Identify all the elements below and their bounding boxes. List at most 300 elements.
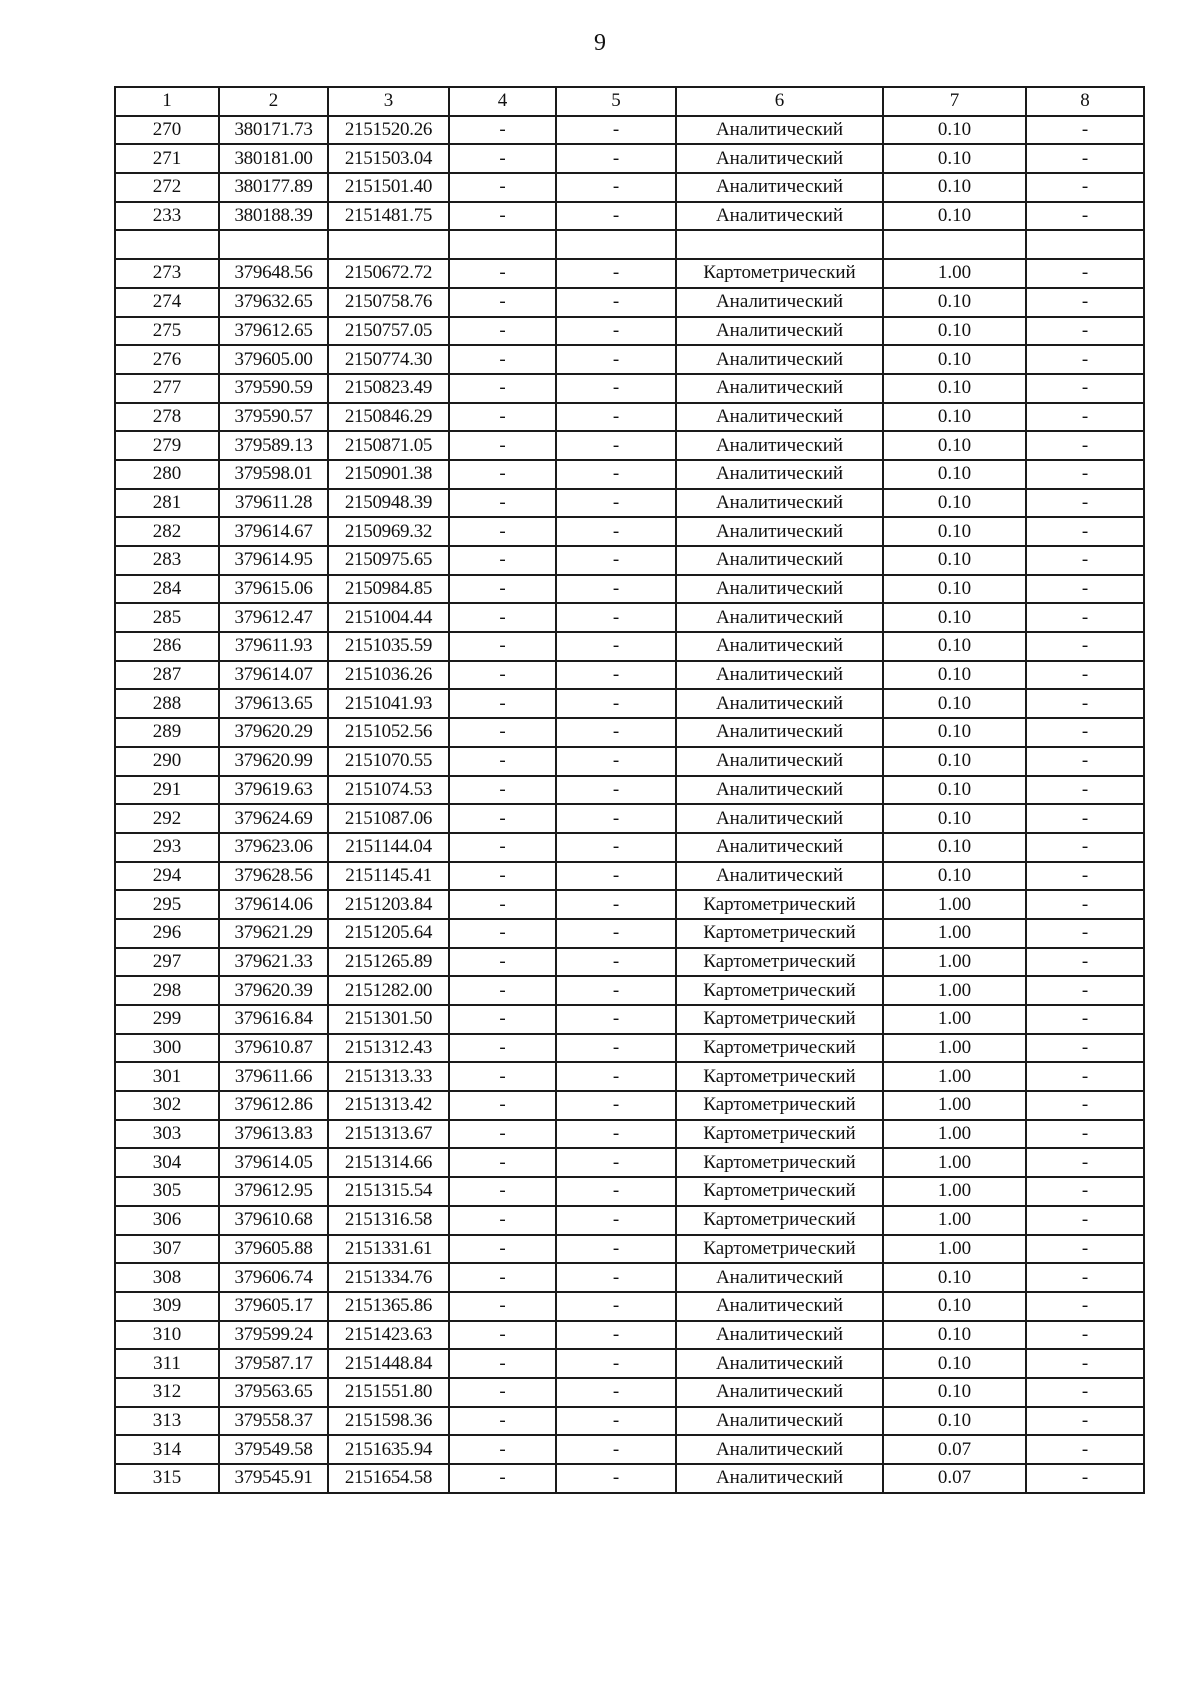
column-5-cell: - [556,632,676,661]
column-4-cell: - [449,603,556,632]
point-number-cell: 291 [115,776,219,805]
accuracy-cell: 0.10 [883,403,1026,432]
accuracy-cell: 0.10 [883,632,1026,661]
y-coordinate-cell: 2151654.58 [328,1464,449,1493]
column-8-cell: - [1026,1435,1144,1464]
method-cell: Картометрический [676,890,883,919]
method-cell: Аналитический [676,1349,883,1378]
method-cell: Картометрический [676,1062,883,1091]
column-8-cell: - [1026,345,1144,374]
column-4-cell: - [449,1148,556,1177]
column-4-cell: - [449,890,556,919]
column-8-cell: - [1026,1464,1144,1493]
method-cell: Аналитический [676,661,883,690]
table-row [115,689,1144,718]
y-coordinate-cell: 2150774.30 [328,345,449,374]
column-4-cell: - [449,747,556,776]
accuracy-cell: 0.10 [883,345,1026,374]
table-row [115,1148,1144,1177]
table-row [115,976,1144,1005]
point-number-cell: 280 [115,460,219,489]
point-number-cell: 305 [115,1177,219,1206]
accuracy-cell: 0.10 [883,374,1026,403]
column-8-cell: - [1026,460,1144,489]
y-coordinate-cell: 2151074.53 [328,776,449,805]
method-cell: Аналитический [676,689,883,718]
y-coordinate-cell: 2151144.04 [328,833,449,862]
accuracy-cell: 0.07 [883,1435,1026,1464]
column-4-cell: - [449,144,556,173]
column-4-cell: - [449,1206,556,1235]
column-4-cell: - [449,489,556,518]
table-row [115,144,1144,173]
x-coordinate-cell: 379614.67 [219,517,328,546]
accuracy-cell: 1.00 [883,919,1026,948]
x-coordinate-cell: 379613.83 [219,1120,328,1149]
method-cell: Аналитический [676,862,883,891]
table-row [115,489,1144,518]
x-coordinate-cell: 379612.95 [219,1177,328,1206]
x-coordinate-cell: 379590.59 [219,374,328,403]
column-5-cell: - [556,890,676,919]
column-8-cell: - [1026,1292,1144,1321]
column-5-cell: - [556,747,676,776]
method-cell: Аналитический [676,144,883,173]
column-5-cell: - [556,173,676,202]
accuracy-cell: 1.00 [883,1062,1026,1091]
column-4-cell: - [449,1235,556,1264]
accuracy-cell: 0.10 [883,546,1026,575]
table-row [115,575,1144,604]
point-number-cell: 302 [115,1091,219,1120]
method-cell: Аналитический [676,202,883,231]
column-5-cell: - [556,1034,676,1063]
table-row [115,460,1144,489]
y-coordinate-cell: 2151598.36 [328,1407,449,1436]
column-5-cell: - [556,1464,676,1493]
x-coordinate-cell: 380171.73 [219,116,328,145]
column-5-cell: - [556,1349,676,1378]
column-4-cell: - [449,632,556,661]
point-number-cell: 287 [115,661,219,690]
x-coordinate-cell: 379611.28 [219,489,328,518]
point-number-cell: 296 [115,919,219,948]
y-coordinate-cell: 2150846.29 [328,403,449,432]
table-row [115,403,1144,432]
point-number-cell: 300 [115,1034,219,1063]
column-8-cell: - [1026,1263,1144,1292]
column-5-cell: - [556,144,676,173]
point-number-cell: 274 [115,288,219,317]
table-row [115,718,1144,747]
x-coordinate-cell: 379632.65 [219,288,328,317]
column-8-cell: - [1026,317,1144,346]
column-4-cell: - [449,689,556,718]
method-cell: Картометрический [676,1034,883,1063]
table-row [115,116,1144,145]
point-number-cell: 271 [115,144,219,173]
table-row [115,288,1144,317]
method-cell: Аналитический [676,345,883,374]
column-5-cell: - [556,862,676,891]
column-8-cell: - [1026,202,1144,231]
column-4-cell: - [449,1120,556,1149]
method-cell: Аналитический [676,546,883,575]
y-coordinate-cell: 2150672.72 [328,259,449,288]
method-cell: Аналитический [676,632,883,661]
point-number-cell: 295 [115,890,219,919]
y-coordinate-cell: 2150969.32 [328,517,449,546]
accuracy-cell: 0.07 [883,1464,1026,1493]
column-8-cell: - [1026,1034,1144,1063]
point-number-cell: 286 [115,632,219,661]
table-row [115,804,1144,833]
point-number-cell: 299 [115,1005,219,1034]
table-row [115,833,1144,862]
x-coordinate-cell: 380181.00 [219,144,328,173]
column-5-cell: - [556,1148,676,1177]
table-row [115,1062,1144,1091]
table-row [115,948,1144,977]
column-5-cell: - [556,833,676,862]
x-coordinate-cell: 379623.06 [219,833,328,862]
point-number-cell: 289 [115,718,219,747]
column-8-cell: - [1026,1206,1144,1235]
column-5-cell: - [556,689,676,718]
x-coordinate-cell: 379621.33 [219,948,328,977]
method-cell: Аналитический [676,460,883,489]
point-number-cell: 297 [115,948,219,977]
y-coordinate-cell: 2150975.65 [328,546,449,575]
method-cell: Аналитический [676,1292,883,1321]
method-cell: Картометрический [676,1120,883,1149]
column-header: 6 [676,87,883,116]
accuracy-cell: 0.10 [883,1321,1026,1350]
column-8-cell: - [1026,431,1144,460]
point-number-cell: 273 [115,259,219,288]
method-cell: Аналитический [676,489,883,518]
table-row [115,1464,1144,1493]
accuracy-cell: 0.10 [883,1378,1026,1407]
accuracy-cell: 0.10 [883,804,1026,833]
x-coordinate-cell: 379598.01 [219,460,328,489]
column-8-cell: - [1026,259,1144,288]
table-row [115,1091,1144,1120]
table-row [115,1177,1144,1206]
column-8-cell: - [1026,489,1144,518]
point-number-cell: 311 [115,1349,219,1378]
point-number-cell: 301 [115,1062,219,1091]
point-number-cell: 272 [115,173,219,202]
column-5-cell: - [556,431,676,460]
column-5-cell: - [556,1435,676,1464]
column-8-cell: - [1026,1005,1144,1034]
method-cell: Картометрический [676,1235,883,1264]
x-coordinate-cell: 379620.39 [219,976,328,1005]
column-5-cell: - [556,1321,676,1350]
accuracy-cell: 0.10 [883,1292,1026,1321]
method-cell: Картометрический [676,976,883,1005]
y-coordinate-cell: 2151301.50 [328,1005,449,1034]
column-8-cell: - [1026,1235,1144,1264]
point-number-cell: 276 [115,345,219,374]
column-4-cell: - [449,345,556,374]
column-5-cell: - [556,1292,676,1321]
column-header: 3 [328,87,449,116]
column-8-cell: - [1026,833,1144,862]
y-coordinate-cell: 2151423.63 [328,1321,449,1350]
y-coordinate-cell: 2151203.84 [328,890,449,919]
accuracy-cell: 0.10 [883,1263,1026,1292]
column-8-cell: - [1026,1148,1144,1177]
accuracy-cell: 1.00 [883,1120,1026,1149]
column-4-cell: - [449,661,556,690]
column-4-cell: - [449,776,556,805]
x-coordinate-cell: 379620.99 [219,747,328,776]
accuracy-cell: 0.10 [883,747,1026,776]
y-coordinate-cell: 2151314.66 [328,1148,449,1177]
column-4-cell: - [449,804,556,833]
y-coordinate-cell: 2151316.58 [328,1206,449,1235]
accuracy-cell: 1.00 [883,976,1026,1005]
column-4-cell: - [449,1034,556,1063]
x-coordinate-cell: 379605.17 [219,1292,328,1321]
column-4-cell: - [449,259,556,288]
y-coordinate-cell: 2151334.76 [328,1263,449,1292]
column-8-cell: - [1026,1349,1144,1378]
table-body [115,87,1144,1493]
y-coordinate-cell: 2151041.93 [328,689,449,718]
column-8-cell: - [1026,517,1144,546]
method-cell: Картометрический [676,1091,883,1120]
column-5-cell: - [556,345,676,374]
table-row [115,173,1144,202]
column-4-cell: - [449,546,556,575]
column-8-cell: - [1026,747,1144,776]
column-header: 8 [1026,87,1144,116]
y-coordinate-cell: 2151036.26 [328,661,449,690]
point-number-cell: 312 [115,1378,219,1407]
column-5-cell: - [556,776,676,805]
column-5-cell: - [556,116,676,145]
y-coordinate-cell: 2151145.41 [328,862,449,891]
y-coordinate-cell: 2150901.38 [328,460,449,489]
column-4-cell: - [449,976,556,1005]
method-cell: Аналитический [676,288,883,317]
column-5-cell: - [556,288,676,317]
column-8-cell: - [1026,776,1144,805]
method-cell: Аналитический [676,1321,883,1350]
column-4-cell: - [449,948,556,977]
point-number-cell: 315 [115,1464,219,1493]
accuracy-cell: 1.00 [883,1091,1026,1120]
accuracy-cell: 0.10 [883,776,1026,805]
method-cell: Аналитический [676,718,883,747]
column-4-cell: - [449,1378,556,1407]
y-coordinate-cell: 2151635.94 [328,1435,449,1464]
column-4-cell: - [449,460,556,489]
column-5-cell: - [556,202,676,231]
table-row [115,1120,1144,1149]
accuracy-cell: 0.10 [883,116,1026,145]
table-row [115,546,1144,575]
method-cell: Аналитический [676,1263,883,1292]
table-row [115,1034,1144,1063]
accuracy-cell: 1.00 [883,948,1026,977]
column-8-cell: - [1026,288,1144,317]
x-coordinate-cell: 379614.05 [219,1148,328,1177]
point-number-cell: 282 [115,517,219,546]
x-coordinate-cell: 379614.06 [219,890,328,919]
table-row [115,919,1144,948]
y-coordinate-cell: 2150984.85 [328,575,449,604]
x-coordinate-cell: 379545.91 [219,1464,328,1493]
column-4-cell: - [449,1177,556,1206]
x-coordinate-cell: 379605.00 [219,345,328,374]
column-4-cell [449,230,556,259]
column-8-cell: - [1026,1407,1144,1436]
point-number-cell: 314 [115,1435,219,1464]
table-row [115,1435,1144,1464]
x-coordinate-cell: 379563.65 [219,1378,328,1407]
column-8-cell: - [1026,804,1144,833]
point-number-cell: 310 [115,1321,219,1350]
accuracy-cell: 0.10 [883,1349,1026,1378]
point-number-cell: 278 [115,403,219,432]
y-coordinate-cell: 2151282.00 [328,976,449,1005]
column-5-cell: - [556,1062,676,1091]
column-4-cell: - [449,1407,556,1436]
column-header: 4 [449,87,556,116]
table-row [115,1349,1144,1378]
method-cell: Картометрический [676,1206,883,1235]
table-header-row [115,87,1144,116]
y-coordinate-cell: 2150871.05 [328,431,449,460]
column-5-cell: - [556,919,676,948]
y-coordinate-cell: 2151481.75 [328,202,449,231]
method-cell: Аналитический [676,317,883,346]
column-4-cell: - [449,1005,556,1034]
column-8-cell: - [1026,374,1144,403]
x-coordinate-cell [219,230,328,259]
column-header: 7 [883,87,1026,116]
x-coordinate-cell: 379558.37 [219,1407,328,1436]
y-coordinate-cell: 2151070.55 [328,747,449,776]
column-8-cell: - [1026,689,1144,718]
column-5-cell: - [556,1091,676,1120]
method-cell: Аналитический [676,431,883,460]
column-5-cell: - [556,1407,676,1436]
column-5-cell: - [556,1120,676,1149]
point-number-cell [115,230,219,259]
column-4-cell: - [449,288,556,317]
column-4-cell: - [449,1435,556,1464]
x-coordinate-cell: 379587.17 [219,1349,328,1378]
column-5-cell: - [556,403,676,432]
table-row [115,603,1144,632]
column-5-cell: - [556,1263,676,1292]
table-row [115,1407,1144,1436]
x-coordinate-cell: 379616.84 [219,1005,328,1034]
table-row [115,1005,1144,1034]
column-4-cell: - [449,431,556,460]
point-number-cell: 309 [115,1292,219,1321]
accuracy-cell: 0.10 [883,689,1026,718]
column-5-cell [556,230,676,259]
method-cell: Картометрический [676,1148,883,1177]
accuracy-cell: 1.00 [883,1177,1026,1206]
column-5-cell: - [556,317,676,346]
method-cell: Аналитический [676,1464,883,1493]
accuracy-cell: 0.10 [883,460,1026,489]
column-4-cell: - [449,718,556,747]
accuracy-cell: 1.00 [883,1005,1026,1034]
method-cell: Аналитический [676,116,883,145]
method-cell: Аналитический [676,517,883,546]
point-number-cell: 284 [115,575,219,604]
accuracy-cell: 1.00 [883,1148,1026,1177]
table-row [115,345,1144,374]
accuracy-cell: 0.10 [883,489,1026,518]
y-coordinate-cell: 2151551.80 [328,1378,449,1407]
accuracy-cell: 0.10 [883,718,1026,747]
accuracy-cell: 1.00 [883,1206,1026,1235]
accuracy-cell: 0.10 [883,1407,1026,1436]
x-coordinate-cell: 379615.06 [219,575,328,604]
point-number-cell: 233 [115,202,219,231]
table-row [115,317,1144,346]
x-coordinate-cell: 379610.87 [219,1034,328,1063]
x-coordinate-cell: 379611.93 [219,632,328,661]
accuracy-cell: 1.00 [883,1235,1026,1264]
column-8-cell: - [1026,976,1144,1005]
column-5-cell: - [556,1206,676,1235]
method-cell: Аналитический [676,776,883,805]
column-5-cell: - [556,718,676,747]
x-coordinate-cell: 379612.65 [219,317,328,346]
x-coordinate-cell: 379614.95 [219,546,328,575]
column-8-cell: - [1026,144,1144,173]
column-8-cell: - [1026,1091,1144,1120]
table-row [115,202,1144,231]
column-4-cell: - [449,517,556,546]
point-number-cell: 270 [115,116,219,145]
column-header: 2 [219,87,328,116]
column-8-cell: - [1026,546,1144,575]
x-coordinate-cell: 379612.86 [219,1091,328,1120]
column-5-cell: - [556,1177,676,1206]
point-number-cell: 281 [115,489,219,518]
x-coordinate-cell: 379612.47 [219,603,328,632]
column-8-cell: - [1026,173,1144,202]
accuracy-cell: 0.10 [883,202,1026,231]
column-8-cell: - [1026,116,1144,145]
y-coordinate-cell: 2151312.43 [328,1034,449,1063]
column-8-cell: - [1026,948,1144,977]
accuracy-cell: 0.10 [883,517,1026,546]
accuracy-cell: 0.10 [883,575,1026,604]
column-4-cell: - [449,317,556,346]
table-row [115,1378,1144,1407]
page-number: 9 [594,30,606,56]
column-5-cell: - [556,603,676,632]
accuracy-cell: 0.10 [883,833,1026,862]
point-number-cell: 306 [115,1206,219,1235]
accuracy-cell: 0.10 [883,431,1026,460]
column-5-cell: - [556,259,676,288]
table-row [115,1292,1144,1321]
accuracy-cell: 0.10 [883,144,1026,173]
